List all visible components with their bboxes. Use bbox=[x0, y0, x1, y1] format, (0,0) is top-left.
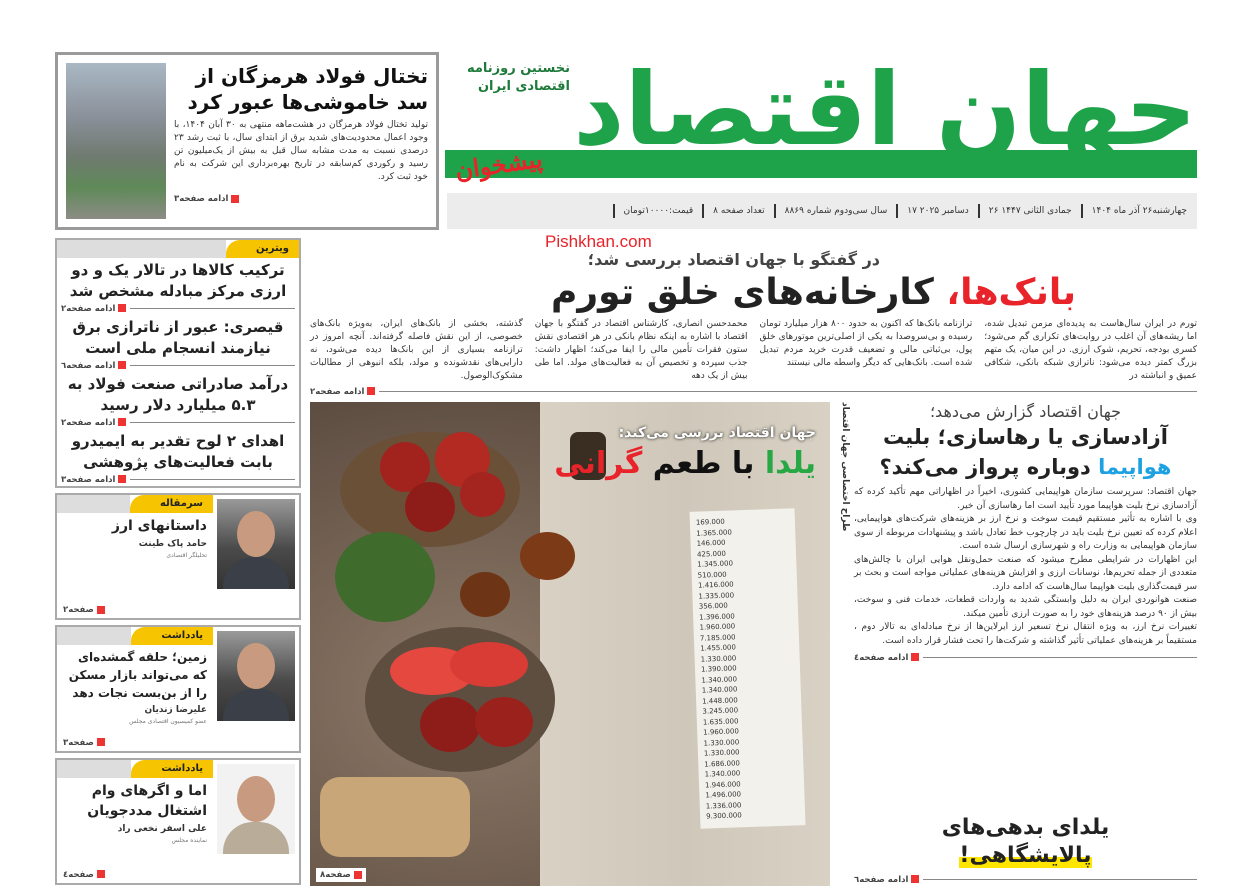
editorial-box[interactable] bbox=[55, 493, 301, 620]
receipt-line: 169.000 bbox=[695, 517, 725, 527]
receipt-line: 510.000 bbox=[697, 570, 727, 580]
lead-headline-red: بانک‌ها، bbox=[946, 272, 1076, 313]
lead-col-1: تورم در ایران سال‌هاست به پدیده‌ای مزمن تبدیل شده، اما ریشه‌های آن اغلب در روایت‌های تکراری گم می‌شود؛ کسری بودجه، تحریم، شوک ارزی. در این میان، یک متهم بزرگ کمتر دیده می‌شود: ناترازی شبکه بانکی، شکافی عمیق و انباشته در bbox=[984, 319, 1197, 381]
top-story-title: تختال فولاد هرمزگان از سد خاموشی‌ها عبور کرد bbox=[187, 64, 428, 114]
photo-title-mid: با طعم bbox=[642, 446, 765, 481]
note-2-author: علی اسفر نخعی راد bbox=[117, 823, 207, 834]
receipt-line: 1.336.000 bbox=[705, 800, 742, 811]
airfare-kicker: جهان اقتصاد گزارش می‌دهد؛ bbox=[929, 402, 1122, 421]
receipt-line: 1.455.000 bbox=[700, 643, 737, 653]
lead-continue[interactable]: ادامه صفحه۲ bbox=[310, 386, 375, 398]
issue-info-bar bbox=[447, 193, 1197, 229]
note-2-label: یادداشت bbox=[131, 760, 213, 778]
pishkhan-url[interactable]: Pishkhan.com bbox=[545, 232, 652, 251]
photo-title-green: یلدا bbox=[764, 446, 816, 481]
receipt-line: 1.635.000 bbox=[702, 716, 739, 727]
editorial-label: سرمقاله bbox=[130, 495, 213, 513]
note-2-page[interactable]: صفحه٤ bbox=[63, 870, 105, 880]
airfare-story[interactable] bbox=[854, 402, 1197, 648]
airfare-title-2: دوباره پرواز می‌کند؟ bbox=[879, 455, 1099, 479]
editorial-author: حامد پاک طینت bbox=[138, 539, 207, 549]
tagline-line-1: نخستین روزنامه bbox=[466, 61, 570, 76]
photo-title-red: گرانی bbox=[554, 446, 643, 481]
yalda-photo[interactable] bbox=[310, 402, 830, 886]
receipt-line: 1.365.000 bbox=[696, 527, 733, 538]
refinery-continue[interactable]: ادامه صفحه٦ bbox=[854, 874, 919, 886]
showcase-box bbox=[55, 238, 301, 488]
receipt-line: 1.396.000 bbox=[699, 611, 735, 622]
author-photo bbox=[217, 764, 295, 854]
refinery-divider bbox=[854, 873, 1197, 886]
airfare-title-1: آزادسازی یا رهاسازی؛ بلیت bbox=[883, 425, 1168, 449]
receipt-line: 1.960.000 bbox=[699, 622, 736, 632]
lead-divider bbox=[310, 385, 1197, 398]
watermelon-slice bbox=[450, 642, 528, 687]
airfare-body: جهان اقتصاد: سرپرست سازمان هواپیمایی کشوری، اخیراً در اظهاراتی مهم تأکید کرده که آزادسازی نرخ بلیت هواپیما مورد تأیید است اما رهاسازی آن خیر. وی با اشاره به تأثیر مستقیم قیمت سوخت و نرخ ارز بر هزینه‌های شرکت‌های هواپیمایی، اعلام کرده که تعیین نرخ بلیت باید در چارچوب خط تعادل باشد و پیشنهادات مربوطه از سوی سازمان هواپیمایی به وزارت راه و شهرسازی ارسال شده است. این اظهارات در شرایطی مطرح میشود که صنعت حمل‌ونقل هوایی ایران با چالش‌های متعددی از جمله تحریم‌ها، نوسانات ارزی و افزایش هزینه‌های عملیاتی مواجه است و بحث بر سر قیمت‌گذاری بلیت هواپیما سال‌هاست که ادامه دارد. صنعت هوانوردی ایران به دلیل وابستگی شدید به واردات قطعات، خدمات فنی و سوخت، بیش از ۹۰ درصد هزینه‌های خود را به صورت ارزی تأمین میکند. تغییرات نرخ ارز، به ویژه انتقال نرخ تسعیر ارز ایرلاین‌ها از نرخ مبادله‌ای به تالار دوم ، مستقیماً بر هزینه‌های عملیاتی تأثیر گذاشته و شرکت‌ها را تحت فشار قرار داده است. bbox=[854, 487, 1197, 646]
showcase-item[interactable]: قیصری: عبور از ناترازی برق نیازمند انسجام ملی است ادامه صفحه٦ bbox=[57, 315, 299, 372]
bread bbox=[320, 777, 470, 857]
pomegranate-half bbox=[475, 697, 533, 747]
note-author-role: عضو کمیسیون اقتصادی مجلس bbox=[129, 718, 207, 726]
receipt-line: 1.960.000 bbox=[703, 727, 739, 737]
note-author: علیرضا زندیان bbox=[144, 705, 207, 716]
note-box-2[interactable] bbox=[55, 758, 301, 885]
note-2-author-role: نماینده مجلس bbox=[171, 836, 207, 844]
note-page[interactable]: صفحه۳ bbox=[63, 738, 105, 748]
showcase-item[interactable]: ترکیب کالاها در تالار یک و دو ارزی مرکز مبادله مشخص شد ادامه صفحه۲ bbox=[57, 258, 299, 315]
refinery-debt-story[interactable] bbox=[854, 814, 1197, 870]
top-story-box[interactable] bbox=[55, 52, 439, 230]
receipt-line: 1.330.000 bbox=[703, 737, 740, 748]
lead-headline-rest: کارخانه‌های خلق تورم bbox=[551, 272, 947, 313]
receipt-line: 7.185.000 bbox=[699, 632, 736, 643]
receipt-line: 146.000 bbox=[696, 538, 726, 548]
lead-headline[interactable] bbox=[310, 270, 1197, 316]
masthead-tagline bbox=[450, 60, 570, 96]
receipt-line: 1.330.000 bbox=[700, 653, 737, 664]
tagline-line-2: اقتصادی ایران bbox=[477, 79, 570, 94]
note-2-title: اما و اگرهای وام اشتغال مددجویان bbox=[87, 782, 207, 819]
note-title: زمین؛ حلقه گمشده‌ای که می‌تواند بازار مسکن را از بن‌بست نجات دهد bbox=[68, 650, 207, 701]
note-box[interactable] bbox=[55, 625, 301, 752]
note-label: یادداشت bbox=[131, 627, 213, 645]
top-story-body: تولید تختال فولاد هرمزگان در هشت‌ماهه منتهی به ۳۰ آبان ۱۴۰۴، با وجود اعمال محدودیت‌های شدید برق از ابتدای سال، با ثبت رشد ۲۳ درصدی نسبت به مدت مشابه سال قبل به بیش از یک‌میلیون تن رسید و رکوردی کم‌سابقه در تاریخ بهره‌برداری این شرکت به نام خود ثبت کرد. bbox=[174, 120, 428, 182]
steel-plant-photo bbox=[66, 63, 166, 219]
receipt-line: 425.000 bbox=[696, 549, 727, 559]
issue-date-hijri: ۲۶ جمادی الثانی ۱۴۴۷ bbox=[988, 206, 1072, 216]
lead-col-3: محمدحسن انصاری، کارشناس اقتصاد در گفتگو با جهان اقتصاد با اشاره به اینکه نظام بانکی در هر اقتصادی نقش ستون فقرات تأمین مالی را ایفا می‌کند؛ اظهار داشت: جذب سپرده و تخصیص آن به فعالیت‌های مولد. اما طی بیش از یک دهه bbox=[534, 319, 748, 381]
author-photo bbox=[217, 499, 295, 589]
pomegranate-half bbox=[420, 697, 480, 752]
lower-area bbox=[310, 402, 1197, 886]
pishkhan-watermark: پیشخوان bbox=[453, 144, 545, 185]
right-column bbox=[854, 402, 1197, 886]
editorial-author-role: تحلیلگر اقتصادی bbox=[166, 552, 207, 559]
receipt-line: 1.390.000 bbox=[700, 664, 737, 674]
author-photo bbox=[217, 631, 295, 721]
receipt-line: 1.686.000 bbox=[704, 758, 741, 769]
receipt-line: 3.245.000 bbox=[702, 706, 739, 716]
receipt-line: 1.340.000 bbox=[701, 674, 738, 685]
photo-title bbox=[554, 424, 816, 486]
showcase-item[interactable]: درآمد صادراتی صنعت فولاد به ۵.۳ میلیارد دلار رسید ادامه صفحه۲ bbox=[57, 372, 299, 429]
logo-wordmark: جهان اقتصاد bbox=[573, 51, 1197, 168]
page-count: تعداد صفحه ۸ bbox=[713, 206, 765, 216]
airfare-divider bbox=[854, 651, 1197, 664]
receipt-line: 1.330.000 bbox=[703, 748, 740, 758]
top-story-continue[interactable]: ادامه صفحه۳ bbox=[174, 194, 239, 204]
photo-kicker: جهان اقتصاد بررسی می‌کند: bbox=[618, 425, 816, 441]
receipt-line: 1.335.000 bbox=[698, 590, 735, 601]
airfare-title bbox=[854, 422, 1197, 482]
receipt-line: 1.345.000 bbox=[697, 559, 734, 569]
issue-date-persian: چهارشنبه۲۶ آذر ماه ۱۴۰۴ bbox=[1091, 206, 1187, 216]
receipt-line: 356.000 bbox=[698, 601, 728, 611]
editorial-title: داستانهای ارز bbox=[111, 518, 207, 534]
lead-col-4: گذشته، بخشی از بانک‌های ایران، به‌ویژه بانک‌های خصوصی، از این نقش فاصله گرفته‌اند. آنچه امروز در ترازنامه بسیاری از این بانک‌ها دیده می‌شود، نه دارایی‌های نقدشونده و مولد، بلکه انبوهی از مطالبات مشکوک‌الوصول. bbox=[310, 319, 523, 381]
issue-date-gregorian: ۱۷ دسامبر ۲۰۲۵ bbox=[907, 206, 969, 216]
refinery-title-2: پالایشگاهی! bbox=[959, 843, 1092, 868]
pomegranate bbox=[405, 482, 455, 532]
issue-number: سال سی‌ودوم شماره ۸۸۶۹ bbox=[784, 206, 888, 216]
receipt-line: 1.340.000 bbox=[704, 769, 741, 779]
pomegranate bbox=[460, 472, 505, 517]
receipt bbox=[690, 508, 806, 828]
showcase-label: ویترین bbox=[226, 240, 299, 258]
receipt-line: 1.340.000 bbox=[701, 685, 738, 695]
refinery-title-1: یلدای بدهی‌های bbox=[941, 815, 1110, 840]
receipt-line: 1.448.000 bbox=[701, 695, 738, 706]
receipt-line: 1.496.000 bbox=[705, 790, 742, 800]
lead-kicker: در گفتگو با جهان اقتصاد بررسی شد؛ bbox=[587, 250, 880, 269]
photo-page-link[interactable]: صفحه۸ bbox=[316, 868, 366, 882]
receipt-line: 1.416.000 bbox=[697, 580, 734, 590]
airfare-title-blue: هواپیما bbox=[1098, 455, 1172, 479]
watermelon bbox=[335, 532, 435, 622]
photo-credit: طراح اختصاصی جهان اقتصاد bbox=[840, 402, 850, 532]
lead-col-2: ترازنامه بانک‌ها که اکنون به حدود ۸۰۰ هزار میلیارد تومان رسیده و بی‌سروصدا به یکی از اصلی‌ترین موتورهای خلق پول، بی‌ثباتی مالی و تضعیف قدرت خرید مردم تبدیل شده است. بانک‌هایی که دیگر واسطه مالی نیستند bbox=[759, 319, 973, 368]
showcase-item[interactable]: اهدای ۲ لوح تقدیر به ایمیدرو بابت فعالیت‌های پژوهشی ادامه صفحه۳ bbox=[57, 429, 299, 486]
tea-glass bbox=[520, 532, 575, 580]
airfare-continue[interactable]: ادامه صفحه٤ bbox=[854, 652, 919, 664]
issue-price: قیمت:۱۰۰۰۰تومان bbox=[623, 206, 694, 216]
main-area bbox=[310, 250, 1197, 886]
receipt-line: 9.300.000 bbox=[706, 811, 742, 821]
tea-glass bbox=[460, 572, 510, 617]
lead-body bbox=[310, 318, 1197, 383]
left-column bbox=[55, 238, 301, 885]
editorial-page[interactable]: صفحه۲ bbox=[63, 605, 105, 615]
receipt-line: 1.946.000 bbox=[704, 779, 741, 790]
